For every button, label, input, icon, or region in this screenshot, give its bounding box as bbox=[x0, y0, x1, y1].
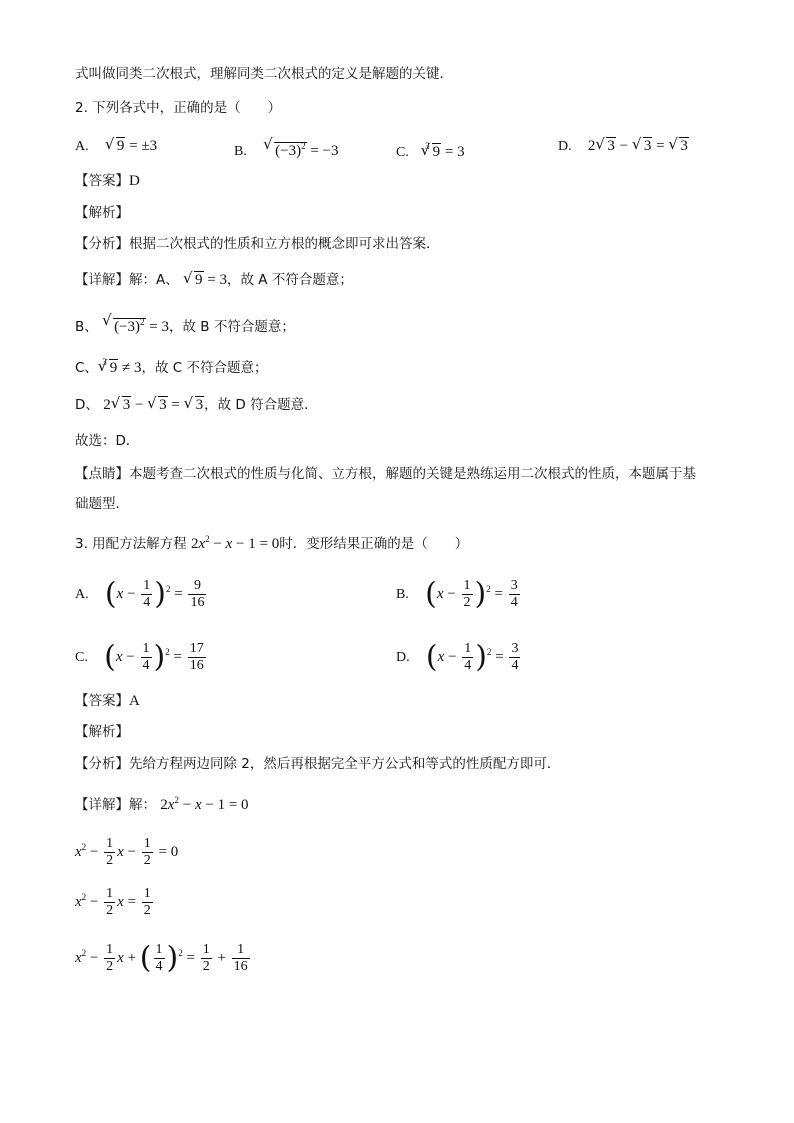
q2-comment-2: 础题型． bbox=[75, 496, 129, 512]
q2-option-c[interactable]: C. $^3$√ 9 = 3 bbox=[396, 136, 465, 163]
q3-option-c-expr: (x − $\frac{1}{4}$ )$^2$ = $\frac{17}{16}$ bbox=[104, 639, 204, 675]
q2-answer: 【答案】D bbox=[75, 173, 140, 189]
q2-choose: 故选：D． bbox=[75, 433, 140, 449]
q3-analysis-tag: 【解析】 bbox=[75, 724, 129, 740]
q2-option-a-expr: √ 9 = ±3 bbox=[105, 138, 157, 154]
q2-option-d[interactable]: D. 2√ 3 − √ 3 = √ 3 bbox=[558, 136, 689, 157]
q3-step-1: $x^2$ − $\frac{1}{2}$ x − $\frac{1}{2}$ = 0 bbox=[75, 836, 179, 868]
q3-option-b-expr: (x − $\frac{1}{2}$ )$^2$ = $\frac{3}{4}$ bbox=[425, 576, 518, 612]
q2-option-a[interactable]: A. √ 9 = ±3 bbox=[75, 136, 157, 157]
q3-option-d-expr: (x − $\frac{1}{4}$ )$^2$ = $\frac{3}{4}$ bbox=[425, 639, 519, 675]
q2-detail-d: D、 2√ 3 − √ 3 = √ 3，故 D 符合题意． bbox=[75, 395, 318, 415]
q3-detail: 【详解】解： $2x^2 - x - 1 = 0$ bbox=[75, 795, 249, 813]
q2-detail-a: 【详解】解：A、 √ 9 = 3，故 A 不符合题意； bbox=[75, 270, 353, 290]
q3-option-b[interactable]: B. (x − $\frac{1}{2}$ )$^2$ = $\frac{3}{4}$ bbox=[396, 578, 522, 611]
q3-step-2: $x^2$ − $\frac{1}{2}$ x = $\frac{1}{2}$ bbox=[75, 886, 151, 918]
q2-comment-1: 【点睛】本题考查二次根式的性质与化简、立方根，解题的关键是熟练运用二次根式的性质，本题属于基 bbox=[75, 466, 696, 482]
q2-stem: 2. 下列各式中，正确的是（ ） bbox=[75, 100, 282, 116]
q3-option-d[interactable]: D. (x − $\frac{1}{4}$ )$^2$ = $\frac{3}{4}$ bbox=[396, 641, 522, 674]
q2-option-c-expr: $^3$√ 9 = 3 bbox=[425, 144, 464, 160]
q2-option-b-expr: √ $(-3)^2 = -3$ bbox=[263, 143, 338, 159]
q3-stem: 3. 用配方法解方程 $2x^2 - x - 1 = 0$时．变形结果正确的是（ ） bbox=[75, 534, 469, 552]
q2-option-d-expr: 2√ 3 − √ 3 = √ 3 bbox=[588, 138, 689, 154]
q3-option-a-expr: (x − $\frac{1}{4}$ )$^2$ = $\frac{9}{16}$ bbox=[104, 576, 205, 612]
q2-option-b[interactable]: B. √ $(-3)^2 = -3$ bbox=[234, 136, 339, 162]
q3-fenxi: 【分析】先给方程两边同除 2，然后再根据完全平方公式和等式的性质配方即可． bbox=[75, 756, 561, 772]
q3-option-c[interactable]: C. (x − $\frac{1}{4}$ )$^2$ = $\frac{17}{16}$ bbox=[75, 641, 208, 674]
q3-step-3: $x^2$ − $\frac{1}{2}$ x + ( $\frac{1}{4}$ )$^2$ = $\frac{1}{2}$ + $\frac{1}{16}$ bbox=[75, 940, 248, 976]
q2-detail-c: C、 $^3$√ 9 ≠ 3，故 C 不符合题意； bbox=[75, 352, 267, 378]
intro-tail: 式叫做同类二次根式，理解同类二次根式的定义是解题的关键． bbox=[75, 66, 453, 82]
q3-answer: 【答案】A bbox=[75, 693, 140, 709]
q2-fenxi: 【分析】根据二次根式的性质和立方根的概念即可求出答案． bbox=[75, 236, 440, 252]
q2-detail-b: B、 √ $(-3)^2 = 3$，故 B 不符合题意； bbox=[75, 312, 295, 337]
q2-analysis-tag: 【解析】 bbox=[75, 205, 129, 221]
q3-option-a[interactable]: A. (x − $\frac{1}{4}$ )$^2$ = $\frac{9}{16}$ bbox=[75, 578, 208, 611]
